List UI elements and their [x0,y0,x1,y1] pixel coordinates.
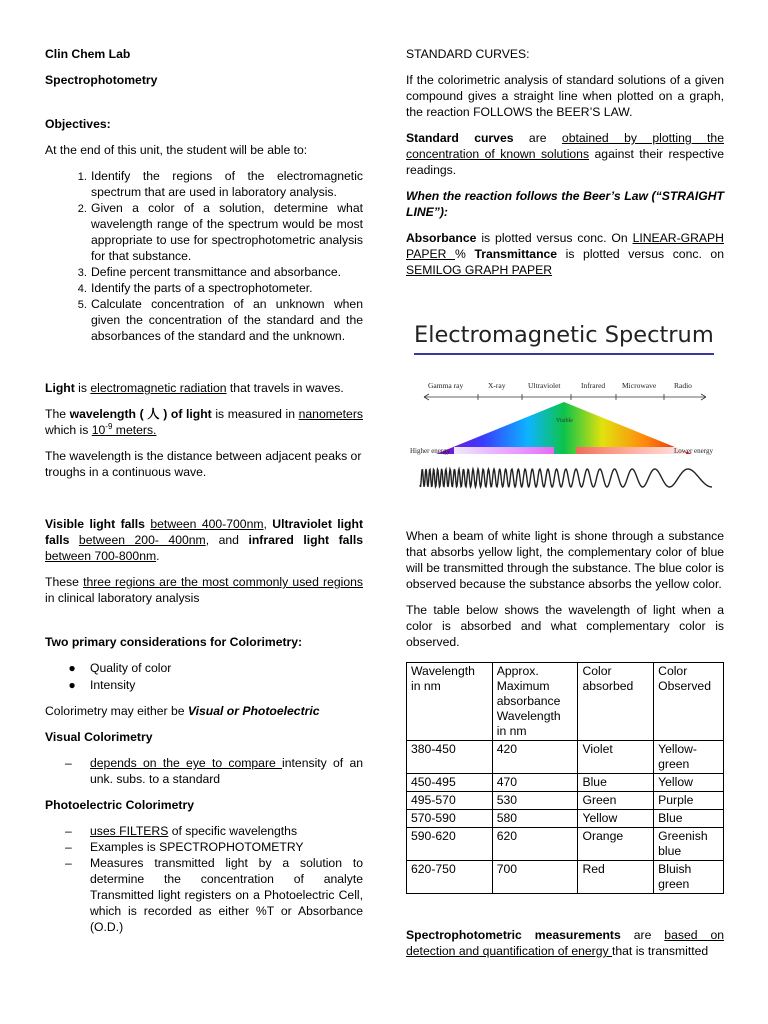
electromagnetic-spectrum-figure [406,308,724,498]
visual-colorimetry-heading: Visual Colorimetry [45,730,153,744]
objective-item: 5. Calculate concentration of an unknown when given the concentration of the standard and the absorbances of the standard and the unknown. [90,296,363,344]
doc-subtitle: Spectrophotometry [45,73,158,87]
standard-curves-heading: STANDARD CURVES: [406,47,530,61]
right-column [406,46,724,959]
table-cell: 470 [492,774,578,792]
region-label: Gamma ray [428,381,464,390]
table-header-cell: Color Observed [654,663,724,741]
visible-label: Visible [556,418,573,424]
wave-line [420,469,712,487]
absorbance-paragraph: Absorbance is plotted versus conc. On LINEAR-GRAPH PAPER % Transmittance is plotted versus conc. on SEMILOG GRAPH PAPER [406,231,724,277]
curves-paragraph: Standard curves are obtained by plotting the concentration of known solutions against their respective readings. [406,131,725,177]
region-label: Infrared [581,381,606,390]
light-paragraph: Light is electromagnetic radiation that travels in waves. [45,381,344,395]
figure-title: Electromagnetic Spectrum [414,322,714,348]
visible-light-paragraph: Visible light falls between 400-700nm, Ultraviolet light falls between 200- 400nm, and infrared light falls between 700-800nm. [45,517,364,563]
dash-icon: – [65,840,72,854]
visible-triangle [436,402,692,454]
objective-item: 4. Identify the parts of a spectrophotometer. [90,280,363,296]
list-item: ● Intensity [45,677,363,693]
objective-item: 1. Identify the regions of the electromagnetic spectrum that are used in laboratory analysis. [90,168,363,200]
objectives-intro: At the end of this unit, the student will be able to: [45,143,308,157]
dash-icon: – [65,824,72,838]
table-header-cell: Approx. Maximum absorbance Wavelength in nm [492,663,578,741]
table-cell: 580 [492,810,578,828]
spectrophotometric-paragraph: Spectrophotometric measurements are based on detection and quantification of energy that is transmitted [406,928,725,958]
visual-colorimetry-list [45,755,363,787]
table-cell: Yellow [578,810,654,828]
table-cell: Purple [654,792,724,810]
table-header-row [407,663,724,741]
list-item: – depends on the eye to compare intensity of an unk. subs. to a standard [65,756,363,786]
table-row [407,861,724,894]
objectives-list [45,168,363,344]
table-cell: 450-495 [407,774,493,792]
wavelength-color-table [406,662,724,894]
bullet-icon: ● [68,678,76,692]
table-cell: Violet [578,741,654,774]
objective-item: 2. Given a color of a solution, determine what wavelength range of the spectrum would be most appropriate to use for spectrophotometric analysis for that substance. [90,200,363,264]
table-header-cell: Color absorbed [578,663,654,741]
beers-law-heading: When the reaction follows the Beer’s Law (“STRAIGHT LINE”): [406,189,724,219]
left-column [45,46,363,935]
table-cell: Red [578,861,654,894]
table-row [407,828,724,861]
table-row [407,774,724,792]
dash-icon: – [65,756,72,770]
table-cell: Yellow-green [654,741,724,774]
region-label: Ultraviolet [528,381,561,390]
table-cell: 620 [492,828,578,861]
bullet-icon: ● [68,661,76,675]
region-label: Radio [674,381,692,390]
standard-curves-paragraph: If the colorimetric analysis of standard solutions of a given compound gives a straight line when plotted on a graph, the reaction FOLLOWS the BEER’S LAW. [406,73,724,119]
table-row [407,741,724,774]
table-cell: Blue [654,810,724,828]
wavelength-definition: The wavelength is the distance between adjacent peaks or troughs in a continuous wave. [45,449,362,479]
beam-paragraph: When a beam of white light is shone through a substance that absorbs yellow light, the complementary color of blue will be transmitted through the substance. The blue color is observed because the substance absorbs the yellow color. [406,529,724,591]
table-row [407,792,724,810]
photoelectric-colorimetry-heading: Photoelectric Colorimetry [45,798,194,812]
lower-energy-band [576,447,686,454]
table-cell: Green [578,792,654,810]
list-item: – Examples is SPECTROPHOTOMETRY [65,840,304,854]
table-row [407,810,724,828]
table-cell: Yellow [654,774,724,792]
table-intro: The table below shows the wavelength of light when a color is absorbed and what complementary color is observed. [406,603,724,649]
list-item: ● Quality of color [45,660,363,676]
table-cell: Bluish green [654,861,724,894]
considerations-heading: Two primary considerations for Colorimetry: [45,635,303,649]
lower-energy-label: Lower energy [674,447,713,455]
table-cell: Greenish blue [654,828,724,861]
table-cell: 420 [492,741,578,774]
colorimetry-paragraph: Colorimetry may either be Visual or Photoelectric [45,704,320,718]
table-cell: 620-750 [407,861,493,894]
table-cell: 700 [492,861,578,894]
region-label: X-ray [488,381,506,390]
wavelength-paragraph: The wavelength ( 人 ) of light is measured in nanometers which is $10^{-9}$ meters. [45,407,363,437]
table-cell: 380-450 [407,741,493,774]
dash-icon: – [65,856,72,870]
higher-energy-label: Higher energy [410,447,451,455]
table-cell: Orange [578,828,654,861]
table-cell: 495-570 [407,792,493,810]
higher-energy-band [454,447,554,454]
photoelectric-colorimetry-list [45,823,363,935]
regions-paragraph: These three regions are the most commonly used regions in clinical laboratory analysis [45,575,363,605]
table-cell: 570-590 [407,810,493,828]
table-cell: 530 [492,792,578,810]
list-item: – Measures transmitted light by a solution to determine the concentration of analyte Transmitted light registers on a Photoelectric Cell, which is recorded as either %T or Absorbance (O.D.) [65,856,363,934]
objective-item: 3. Define percent transmittance and absorbance. [90,264,363,280]
list-item: – uses FILTERS of specific wavelengths [65,824,298,838]
table-header-cell: Wavelength in nm [407,663,493,741]
objectives-heading: Objectives: [45,117,111,131]
considerations-list [45,660,363,693]
region-label: Microwave [622,381,657,390]
table-cell: Blue [578,774,654,792]
doc-title: Clin Chem Lab [45,47,131,61]
table-cell: 590-620 [407,828,493,861]
